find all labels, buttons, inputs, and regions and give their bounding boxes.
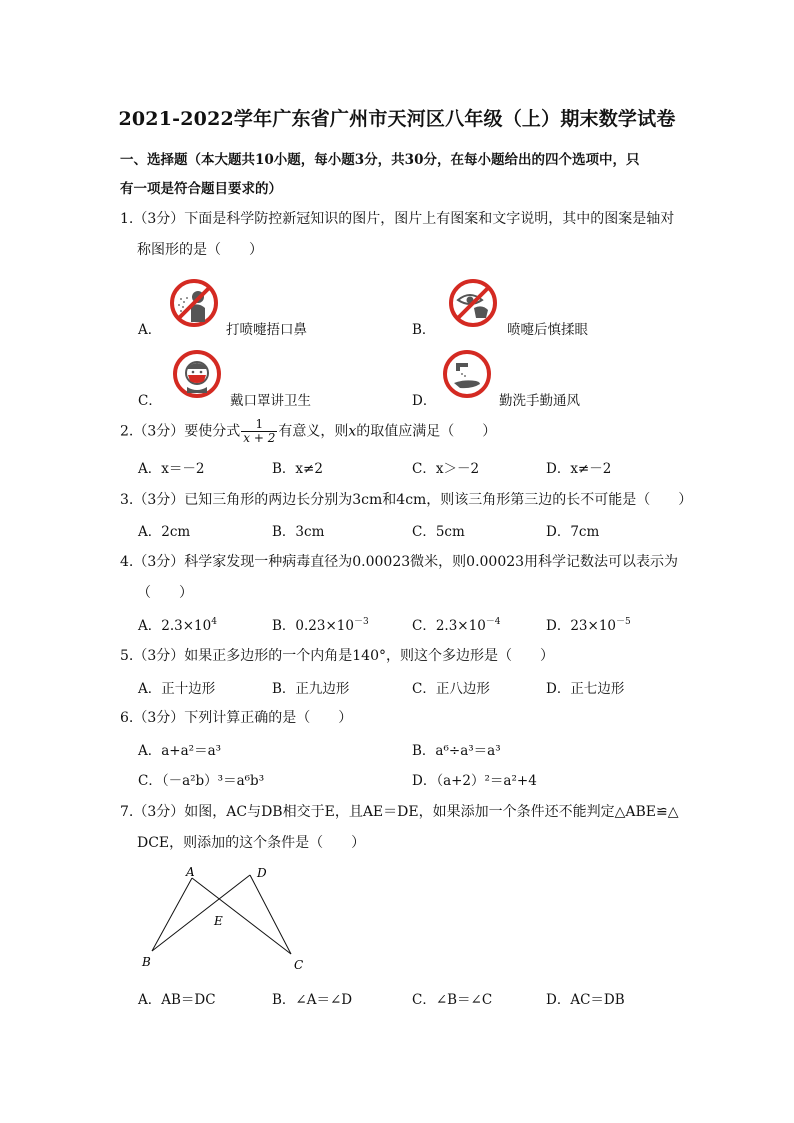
q1-option-d-caption: 勤洗手勤通风 (499, 393, 580, 409)
q1-option-d-letter: D． (412, 393, 437, 409)
hand-washing-icon (442, 349, 492, 399)
point-label-a: A (186, 865, 195, 879)
q4-option-a-base: A．2.3×10 (138, 618, 212, 634)
q5-option-a: A．正十边形 (138, 681, 216, 697)
q4-stem-line2: （ ） (137, 585, 193, 601)
q7-figure (130, 858, 330, 978)
q3-option-b: B．3cm (272, 524, 325, 540)
q1-stem-line1: 1.（3分）下面是科学防控新冠知识的图片，图片上有图案和文字说明，其中的图案是轴对 (120, 211, 675, 227)
q7-stem-line2: DCE，则添加的这个条件是（ ） (137, 835, 366, 851)
q6-option-d: D．（a+2）²＝a²+4 (412, 773, 537, 789)
q4-option-a (138, 614, 217, 634)
q2-option-c: C．x＞－2 (412, 461, 480, 477)
q1-stem-line2: 称图形的是（ ） (137, 242, 263, 258)
section-heading-line2: 有一项是符合题目要求的） (120, 181, 282, 197)
q6-option-c: C．（－a²b）³＝a⁶b³ (138, 773, 265, 789)
q2-option-b: B．x≠2 (272, 461, 323, 477)
q3-stem: 3.（3分）已知三角形的两边长分别为3cm和4cm，则该三角形第三边的长不可能是（ ） (120, 492, 693, 508)
q1-option-a-letter: A． (138, 322, 162, 338)
q5-option-d: D．正七边形 (546, 681, 625, 697)
point-label-c: C (294, 958, 304, 972)
q3-option-d: D．7cm (546, 524, 600, 540)
q4-option-a-exponent: 4 (211, 617, 217, 627)
segment-ac (192, 878, 291, 954)
segment-dc (250, 875, 291, 954)
q5-option-c: C．正八边形 (412, 681, 490, 697)
q2-option-d: D．x≠－2 (546, 461, 612, 477)
section-heading-line1: 一、选择题（本大题共10小题，每小题3分，共30分，在每小题给出的四个选项中，只 (120, 152, 640, 168)
point-label-b: B (142, 955, 151, 969)
q1-option-b-caption: 喷嚏后慎揉眼 (507, 322, 588, 338)
q4-option-c-exponent: －4 (485, 617, 501, 627)
q2-fraction (241, 418, 277, 445)
sneeze-cover-icon (169, 278, 219, 328)
point-label-d: D (257, 866, 267, 880)
q4-option-b-base: B．0.23×10 (272, 618, 354, 634)
q6-stem: 6.（3分）下列计算正确的是（ ） (120, 710, 353, 726)
q1-option-b-letter: B． (412, 322, 436, 338)
q2-prefix: 2.（3分）要使分式 (120, 423, 241, 440)
q4-stem-line1: 4.（3分）科学家发现一种病毒直径为0.00023微米，则0.00023用科学记数法可以表示为 (120, 554, 679, 570)
mask-face-icon (172, 349, 222, 399)
q4-option-b (272, 614, 369, 634)
q6-option-b: B．a⁶÷a³＝a³ (412, 743, 501, 759)
q2-option-a: A．x＝－2 (138, 461, 205, 477)
q7-option-c: C．∠B＝∠C (412, 992, 493, 1008)
q1-option-c-caption: 戴口罩讲卫生 (230, 393, 311, 409)
q3-option-a: A．2cm (138, 524, 191, 540)
no-eye-rubbing-icon (448, 278, 498, 328)
q5-stem: 5.（3分）如果正多边形的一个内角是140°，则这个多边形是（ ） (120, 648, 554, 664)
q2-fraction-denominator: x + 2 (243, 431, 276, 445)
q4-option-d-exponent: －5 (616, 617, 631, 627)
q2-variable: x (348, 423, 357, 440)
segment-ab (152, 878, 192, 951)
point-label-e: E (214, 914, 223, 928)
q7-option-b: B．∠A＝∠D (272, 992, 353, 1008)
q1-option-a-caption: 打喷嚏捂口鼻 (226, 322, 307, 338)
q1-option-c-letter: C． (138, 393, 162, 409)
q7-option-a: A．AB＝DC (138, 992, 216, 1008)
q4-option-d (546, 614, 631, 634)
q3-option-c: C．5cm (412, 524, 465, 540)
q2-suffix-a: 有意义，则 (278, 423, 349, 440)
q4-option-c (412, 614, 501, 634)
page-title: 2021-2022学年广东省广州市天河区八年级（上）期末数学试卷 (118, 108, 676, 130)
q4-option-c-base: C．2.3×10 (412, 618, 486, 634)
q6-option-a: A．a+a²＝a³ (138, 743, 222, 759)
q4-option-d-base: D．23×10 (546, 618, 616, 634)
q7-stem-line1: 7.（3分）如图，AC与DB相交于E，且AE＝DE，如果添加一个条件还不能判定△ABE≌△ (120, 804, 679, 820)
q2-fraction-numerator: 1 (241, 418, 277, 432)
q2-stem (120, 418, 496, 445)
q7-option-d: D．AC＝DB (546, 992, 625, 1008)
q5-option-b: B．正九边形 (272, 681, 350, 697)
segment-db (152, 875, 250, 951)
q4-option-b-exponent: －3 (353, 617, 369, 627)
q2-suffix-b: 的取值应满足（ ） (356, 423, 497, 440)
